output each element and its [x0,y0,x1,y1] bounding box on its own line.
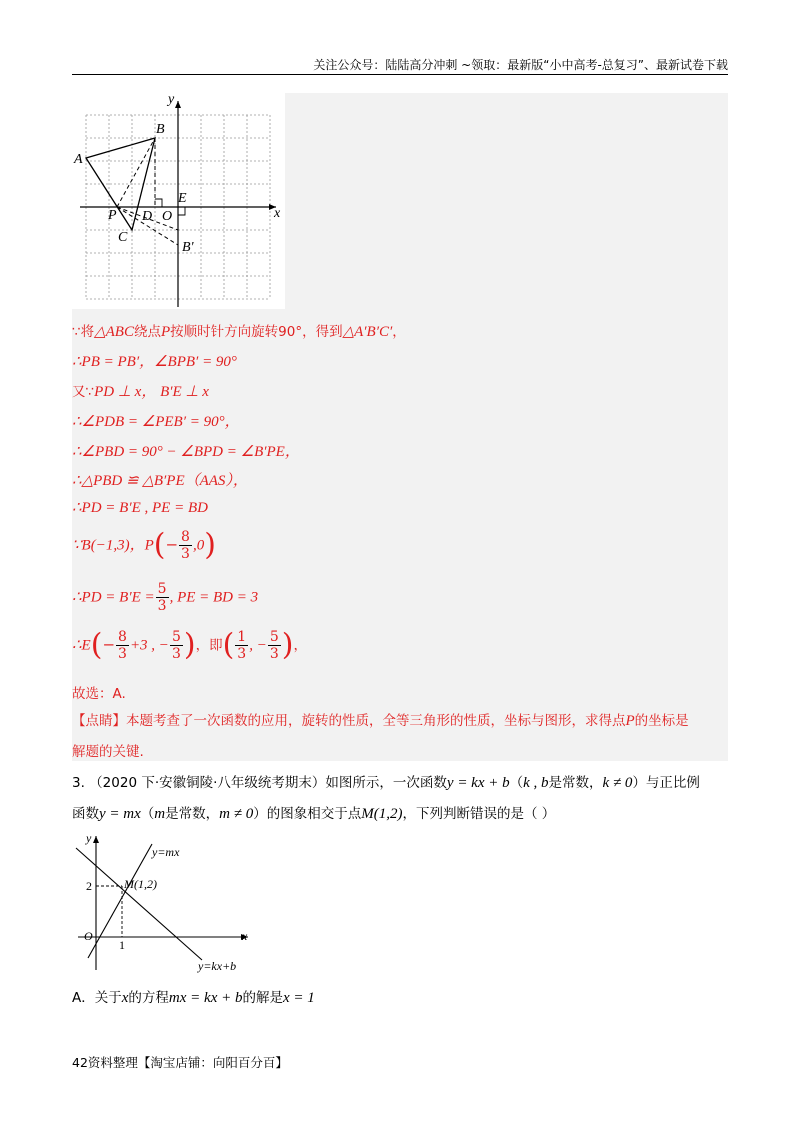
solution-line-7: ∴PD = B′E , PE = BD [72,500,208,516]
fig2-label-ykxb: y=kx+b [198,959,237,973]
fig2-label-ymx: y=mx [152,845,180,859]
solution-answer: 故选：A. [72,686,126,702]
fig2-tick-1: 1 [119,938,125,952]
solution-line-6: ∴△PBD ≌ △B′PE（AAS）， [72,473,248,489]
fig1-label-p: P [108,208,117,223]
solution-line-8: ∵B(−1,3)，P(− $\frac{8}{3}$ ,0) [72,527,216,563]
fig1-label-y: y [168,93,175,107]
solution-comment-2: 解题的关键. [72,744,144,760]
fig1-label-c: C [118,230,128,245]
solution-line-4: ∴∠PDB = ∠PEB′ = 90°， [72,414,240,430]
solution-line-1: ∵将△ABC绕点P按顺时针方向旋转90°，得到△A′B′C′， [72,324,406,340]
frac-8-3: $\frac{8}{3}$ [181,529,190,562]
solution-line-2: ∴PB = PB′，∠BPB′ = 90° [72,354,237,370]
rotation-figure-svg [72,93,285,309]
fig1-label-e: E [178,191,187,206]
option-a: A．关于x的方程mx = kx + b的解是x = 1 [72,990,315,1006]
fig1-label-d: D [142,209,153,224]
fig2-label-m: M(1,2) [124,877,157,891]
fig1-label-b: B [156,122,165,137]
fig2-label-x: x [242,929,248,943]
question-line-1: 3. （2020 下·安徽铜陵·八年级统考期末）如图所示，一次函数y = kx + b（k , b是常数，k ≠ 0）与正比例 [72,775,700,791]
solution-line-10: ∴E(− $\frac{8}{3}$ +3 , − $\frac{5}{3}$ )，即( $\frac{1}{3}$ , − $\frac{5}{3}$ )， [72,627,307,663]
fig1-label-x: x [274,206,281,221]
question-line-2: 函数y = mx（m是常数，m ≠ 0）的图象相交于点M(1,2)，下列判断错误的是（ ） [72,806,556,822]
fig2-label-o: O [84,929,93,943]
solution-line-3: 又∵PD ⊥ x， B′E ⊥ x [72,384,209,400]
fig1-label-o: O [162,209,173,224]
page-header: 关注公众号：陆陆高分冲刺 ~领取：最新版“小中高考-总复习”、最新试卷下载 [313,58,728,72]
fig1-label-a: A [74,152,83,167]
solution-line-9: ∴PD = B′E = $\frac{5}{3}$ , PE = BD = 3 [72,581,259,614]
fig2-tick-2: 2 [86,879,92,893]
header-rule [72,74,728,75]
linear-functions-svg [68,828,258,976]
linear-functions-figure [68,828,258,976]
solution-comment: 【点睛】本题考查了一次函数的应用，旋转的性质，全等三角形的性质，坐标与图形，求得点P的坐标是 [72,713,689,729]
page-number: 42 [72,1055,88,1070]
footer-text: 资料整理【淘宝店铺：向阳百分百】 [87,1055,288,1070]
fig1-label-bprime: B' [182,240,194,255]
frac-5-3: $\frac{5}{3}$ [157,581,167,614]
solution-line-5: ∴∠PBD = 90° − ∠BPD = ∠B′PE， [72,444,300,460]
page-footer [72,1053,288,1071]
rotation-figure [72,93,285,309]
fig2-label-y: y [86,831,92,845]
